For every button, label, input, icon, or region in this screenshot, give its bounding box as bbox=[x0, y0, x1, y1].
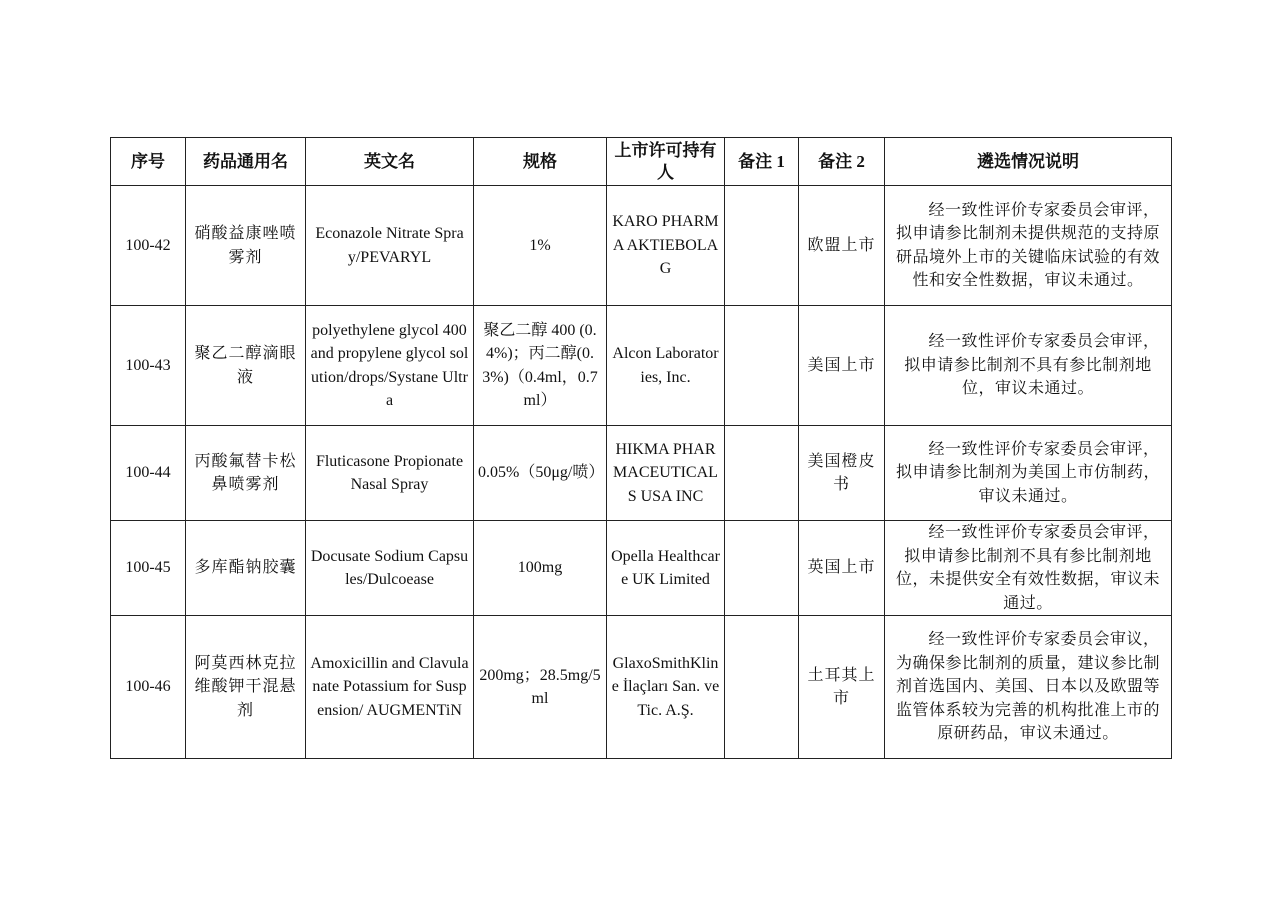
table-row bbox=[111, 616, 1172, 759]
cell-english-name: polyethylene glycol 400 and propylene glycol solution/drops/Systane Ultra bbox=[306, 306, 474, 426]
cell-remark1 bbox=[725, 426, 799, 521]
cell-explanation bbox=[885, 186, 1172, 306]
cell-generic-name: 聚乙二醇滴眼液 bbox=[186, 306, 306, 426]
cell-english-name: Amoxicillin and Clavulanate Potassium for Suspension/ AUGMENTiN bbox=[306, 616, 474, 759]
cell-remark2: 美国上市 bbox=[799, 306, 885, 426]
cell-holder: KARO PHARMA AKTIEBOLAG bbox=[607, 186, 725, 306]
cell-remark2: 美国橙皮书 bbox=[799, 426, 885, 521]
header-remark1: 备注 1 bbox=[725, 138, 799, 186]
cell-spec: 100mg bbox=[474, 521, 607, 616]
header-holder: 上市许可持有人 bbox=[607, 138, 725, 186]
cell-remark1 bbox=[725, 521, 799, 616]
header-remark2: 备注 2 bbox=[799, 138, 885, 186]
cell-spec: 0.05%（50μg/喷） bbox=[474, 426, 607, 521]
cell-generic-name: 阿莫西林克拉维酸钾干混悬剂 bbox=[186, 616, 306, 759]
cell-holder: Opella Healthcare UK Limited bbox=[607, 521, 725, 616]
explanation-text: 经一致性评价专家委员会审评，拟申请参比制剂不具有参比制剂地位，审议未通过。 bbox=[904, 333, 1160, 398]
header-spec: 规格 bbox=[474, 138, 607, 186]
explanation-text: 经一致性评价专家委员会审评，拟申请参比制剂未提供规范的支持原研品境外上市的关键临床试验的有效性和安全性数据，审议未通过。 bbox=[895, 201, 1160, 289]
header-english-name: 英文名 bbox=[306, 138, 474, 186]
cell-spec: 1% bbox=[474, 186, 607, 306]
cell-remark2: 英国上市 bbox=[799, 521, 885, 616]
cell-english-name: Fluticasone Propionate Nasal Spray bbox=[306, 426, 474, 521]
header-seq: 序号 bbox=[111, 138, 186, 186]
cell-seq: 100-44 bbox=[111, 426, 186, 521]
cell-explanation bbox=[885, 306, 1172, 426]
cell-spec: 200mg；28.5mg/5ml bbox=[474, 616, 607, 759]
cell-explanation bbox=[885, 426, 1172, 521]
cell-explanation bbox=[885, 616, 1172, 759]
cell-generic-name: 多库酯钠胶囊 bbox=[186, 521, 306, 616]
cell-seq: 100-42 bbox=[111, 186, 186, 306]
cell-remark1 bbox=[725, 616, 799, 759]
explanation-text: 经一致性评价专家委员会审评，拟申请参比制剂为美国上市仿制药，审议未通过。 bbox=[895, 440, 1160, 505]
cell-generic-name: 丙酸氟替卡松鼻喷雾剂 bbox=[186, 426, 306, 521]
cell-seq: 100-43 bbox=[111, 306, 186, 426]
cell-english-name: Docusate Sodium Capsules/Dulcoease bbox=[306, 521, 474, 616]
reference-drug-table bbox=[110, 137, 1172, 759]
table-row bbox=[111, 186, 1172, 306]
cell-seq: 100-46 bbox=[111, 616, 186, 759]
header-generic-name: 药品通用名 bbox=[186, 138, 306, 186]
cell-remark1 bbox=[725, 186, 799, 306]
cell-remark2: 欧盟上市 bbox=[799, 186, 885, 306]
table-row bbox=[111, 521, 1172, 616]
cell-holder: GlaxoSmithKline İlaçları San. ve Tic. A.Ş. bbox=[607, 616, 725, 759]
cell-seq: 100-45 bbox=[111, 521, 186, 616]
cell-remark2: 土耳其上市 bbox=[799, 616, 885, 759]
cell-spec: 聚乙二醇 400 (0.4%)；丙二醇(0.3%)（0.4ml，0.7ml） bbox=[474, 306, 607, 426]
explanation-text: 经一致性评价专家委员会审评，拟申请参比制剂不具有参比制剂地位，未提供安全有效性数据，审议未通过。 bbox=[895, 524, 1160, 612]
cell-generic-name: 硝酸益康唑喷雾剂 bbox=[186, 186, 306, 306]
table-row bbox=[111, 426, 1172, 521]
cell-remark1 bbox=[725, 306, 799, 426]
cell-holder: HIKMA PHARMACEUTICALS USA INC bbox=[607, 426, 725, 521]
table-row bbox=[111, 306, 1172, 426]
cell-english-name: Econazole Nitrate Spray/PEVARYL bbox=[306, 186, 474, 306]
cell-holder: Alcon Laboratories, Inc. bbox=[607, 306, 725, 426]
explanation-text: 经一致性评价专家委员会审议，为确保参比制剂的质量，建议参比制剂首选国内、美国、日本以及欧盟等监管体系较为完善的机构批准上市的原研药品，审议未通过。 bbox=[895, 631, 1160, 743]
cell-explanation bbox=[885, 521, 1172, 616]
header-explanation: 遴选情况说明 bbox=[885, 138, 1172, 186]
table-header-row bbox=[111, 138, 1172, 186]
